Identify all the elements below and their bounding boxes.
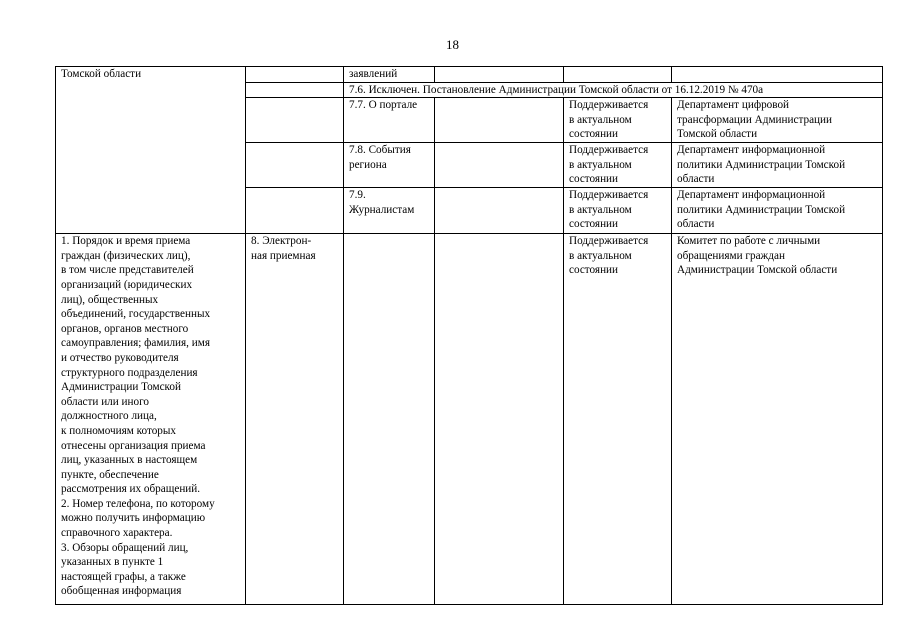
responsible-cell: Департамент информационной политики Администрации Томской области — [672, 143, 883, 188]
page-number: 18 — [446, 37, 459, 52]
extra-cell — [435, 234, 564, 605]
info-cell — [246, 67, 344, 83]
extra-cell — [435, 67, 564, 83]
info-cell — [246, 98, 344, 143]
status-cell: Поддерживается в актуальном состоянии — [564, 234, 672, 605]
responsible-cell: Комитет по работе с личными обращениями граждан Администрации Томской области — [672, 234, 883, 605]
info-cell — [246, 188, 344, 234]
org-cell: 1. Порядок и время приема граждан (физических лиц), в том числе представителей организаций (юридических лиц), общественных объединений, государственных органов, органов местного самоуправления; фамилия, имя и отчество руководителя структурного подразделения Администрации Томской области или иного должностного лица, к полномочиям которых отнесены организация приема лиц, указанных в настоящем пункте, обеспечение рассмотрения их обращений. 2. Номер телефона, по которому можно получить информацию справочного характера. 3. Обзоры обращений лиц, указанных в пункте 1 настоящей графы, а также обобщенная информация — [56, 234, 246, 605]
section-cell: 7.7. О портале — [344, 98, 435, 143]
org-cell: Томской области — [56, 67, 246, 234]
info-cell: 8. Электрон- ная приемная — [246, 234, 344, 605]
extra-cell — [435, 188, 564, 234]
responsible-cell: Департамент информационной политики Администрации Томской области — [672, 188, 883, 234]
note-cell: 7.6. Исключен. Постановление Администрации Томской области от 16.12.2019 № 470а — [344, 82, 883, 98]
info-cell — [246, 82, 344, 98]
extra-cell — [435, 143, 564, 188]
table-row — [56, 67, 883, 83]
info-cell — [246, 143, 344, 188]
document-table — [55, 66, 883, 605]
responsible-cell — [672, 67, 883, 83]
extra-cell — [435, 98, 564, 143]
section-cell: 7.8. События региона — [344, 143, 435, 188]
section-cell — [344, 234, 435, 605]
section-cell: 7.9. Журналистам — [344, 188, 435, 234]
responsible-cell: Департамент цифровой трансформации Администрации Томской области — [672, 98, 883, 143]
table-row — [56, 234, 883, 605]
section-cell: заявлений — [344, 67, 435, 83]
status-cell — [564, 67, 672, 83]
status-cell: Поддерживается в актуальном состоянии — [564, 98, 672, 143]
status-cell: Поддерживается в актуальном состоянии — [564, 188, 672, 234]
status-cell: Поддерживается в актуальном состоянии — [564, 143, 672, 188]
